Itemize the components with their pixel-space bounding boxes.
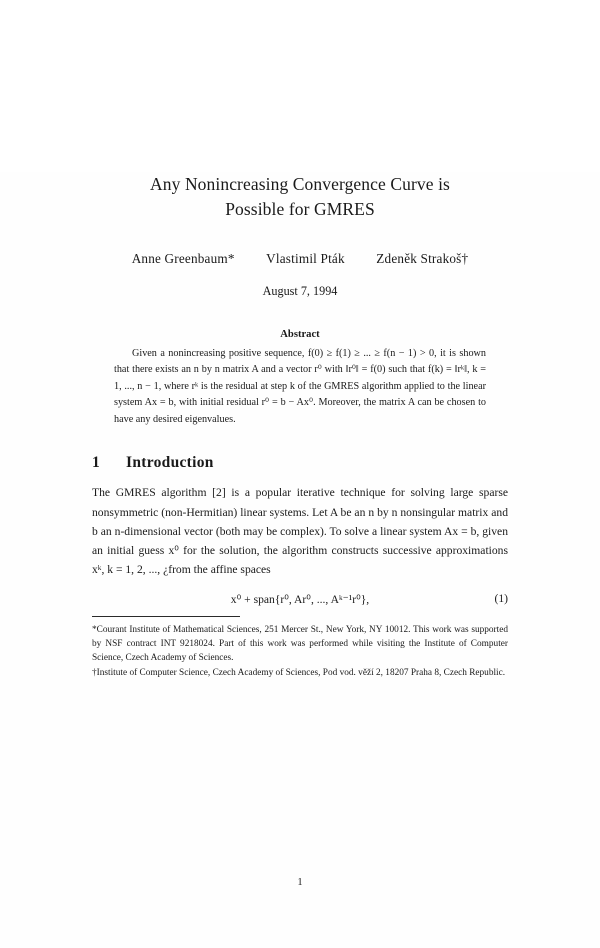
abstract-section (92, 329, 508, 429)
footnote-divider (92, 616, 240, 617)
page-number: 1 (297, 877, 303, 888)
section-title: Introduction (126, 454, 214, 472)
author-2: Vlastimil Pták (266, 250, 345, 266)
author-3: Zdeněk Strakoš† (376, 250, 469, 266)
abstract-text: Given a nonincreasing positive sequence, f(0) ≥ f(1) ≥ ... ≥ f(n − 1) > 0, it is shown that there exists an n by n matrix A and a vector r⁰ with ‖r⁰‖ = f(0) such that f(k) = ‖rᵏ‖, k = 1, ..., n − 1, where rᵏ is the residual at step k of the GMRES algorithm applied to the linear system Ax = b, with initial residual r⁰ = b − Ax⁰. Moreover, the matrix A can be chosen to have any desired eigenvalues. (114, 347, 486, 425)
title-block (92, 172, 508, 223)
equation-1-body: x⁰ + span{r⁰, Ar⁰, ..., Aᵏ⁻¹r⁰}, (230, 592, 370, 606)
author-list (92, 251, 508, 267)
equation-1-number: (1) (494, 591, 508, 605)
footnote-2: †Institute of Computer Science, Czech Academy of Sciences, Pod vod. věží 2, 18207 Praha 8, Czech Republic. (92, 667, 506, 678)
paper-title-line-1: Any Nonincreasing Convergence Curve is (150, 174, 450, 194)
abstract-heading: Abstract (280, 328, 320, 340)
introduction-paragraph: The GMRES algorithm [2] is a popular iterative technique for solving large sparse nonsymmetric (non-Hermitian) linear systems. Let A be an n by n nonsingular matrix and b an n-dimensional vector (both may be complex). To solve a linear system Ax = b, given an initial guess x⁰ for the solution, the algorithm constructs successive approximations xᵏ, k = 1, 2, ..., ¿from the affine spaces (92, 486, 508, 577)
equation-1 (92, 592, 508, 606)
author-1: Anne Greenbaum* (131, 250, 235, 266)
paper-page (0, 172, 600, 948)
footnote-1: *Courant Institute of Mathematical Sciences, 251 Mercer St., New York, NY 10012. This work was supported by NSF contract INT 9218024. Part of this work was performed while visiting the Institute of Computer Science, Czech Academy of Sciences. (92, 624, 508, 663)
footnotes (92, 623, 508, 681)
section-heading-introduction (92, 454, 508, 472)
section-number: 1 (92, 454, 101, 472)
paper-title-line-2: Possible for GMRES (225, 199, 375, 220)
paper-date: August 7, 1994 (262, 283, 338, 298)
